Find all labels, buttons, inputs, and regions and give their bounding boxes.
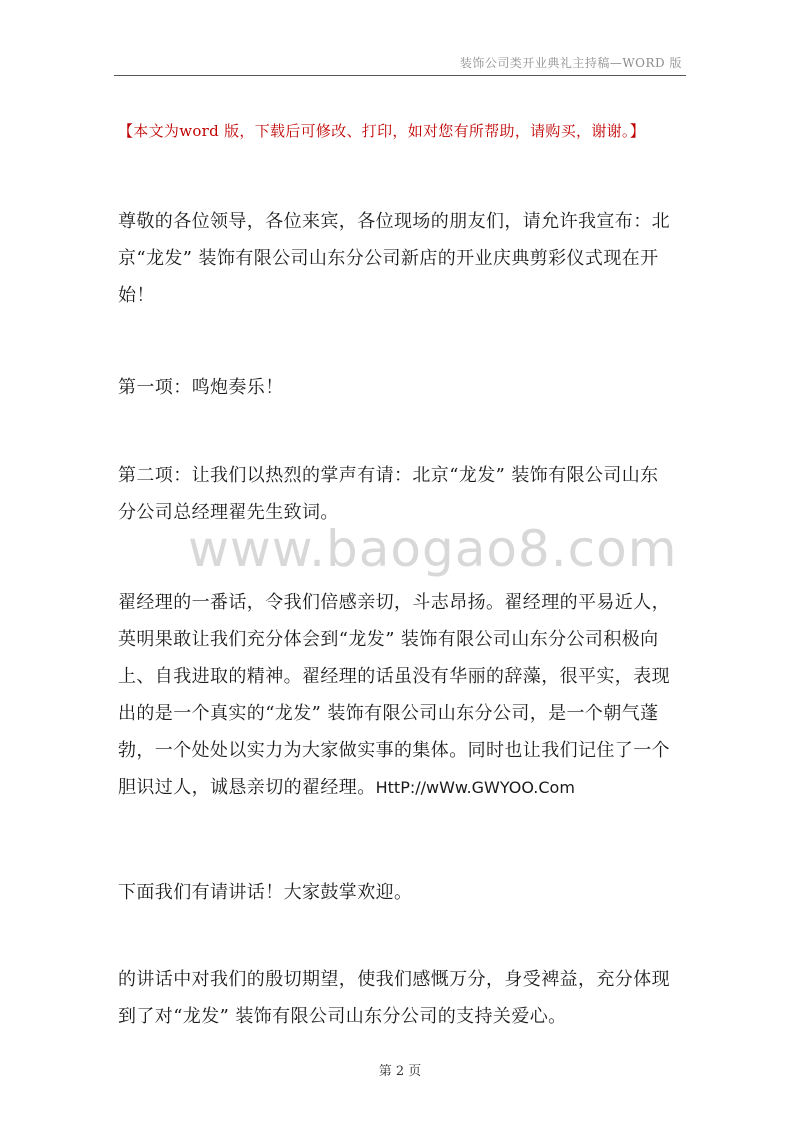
text-line: 的讲话中对我们的殷切期望，使我们感慨万分，身受裨益，充分体现 — [118, 969, 670, 990]
text-line: 始！ — [118, 285, 155, 306]
text-line: 尊敬的各位领导，各位来宾，各位现场的朋友们，请允许我宣布：北 — [118, 211, 670, 232]
text-line: 英明果敢让我们充分体会到“龙发” 装饰有限公司山东分公司积极向 — [118, 629, 659, 650]
text-line: 第一项：鸣炮奏乐！ — [118, 377, 284, 398]
page-number: 第 2 页 — [378, 1064, 422, 1079]
header-title: 装饰公司类开业典礼主持稿—WORD 版 — [459, 56, 682, 70]
paragraph-item-two — [118, 457, 684, 531]
purchase-notice: 【本文为word 版，下载后可修改、打印，如对您有所帮助，请购买，谢谢。】 — [118, 122, 646, 140]
text-line — [118, 769, 684, 806]
paragraph-manager-speech — [118, 584, 684, 806]
header-divider — [114, 75, 686, 76]
paragraph-invite-speech — [118, 874, 684, 911]
text-line: 勃，一个处处以实力为大家做实事的集体。同时也让我们记住了一个 — [118, 740, 670, 761]
text-line: 翟经理的一番话，令我们倍感亲切，斗志昂扬。翟经理的平易近人， — [118, 592, 670, 613]
text-line: 分公司总经理翟先生致词。 — [118, 502, 339, 523]
paragraph-closing — [118, 961, 684, 1035]
website-link[interactable]: HttP://wWw.GWYOO.Com — [375, 778, 575, 797]
paragraph-item-one — [118, 369, 684, 406]
text-line: 第二项：让我们以热烈的掌声有请：北京“龙发” 装饰有限公司山东 — [118, 465, 659, 486]
text-segment: 胆识过人，诚恳亲切的翟经理。 — [118, 777, 376, 798]
text-line: 出的是一个真实的“龙发” 装饰有限公司山东分公司，是一个朝气蓬 — [118, 703, 659, 724]
watermark: www.baogao8.com — [188, 520, 678, 578]
text-line: 上、自我进取的精神。翟经理的话虽没有华丽的辞藻，很平实，表现 — [118, 666, 670, 687]
text-line: 到了对“龙发” 装饰有限公司山东分公司的支持关爱心。 — [118, 1006, 567, 1027]
text-line: 下面我们有请讲话！大家鼓掌欢迎。 — [118, 882, 413, 903]
text-line: 京“龙发” 装饰有限公司山东分公司新店的开业庆典剪彩仪式现在开 — [118, 248, 659, 269]
paragraph-announcement — [118, 203, 684, 314]
